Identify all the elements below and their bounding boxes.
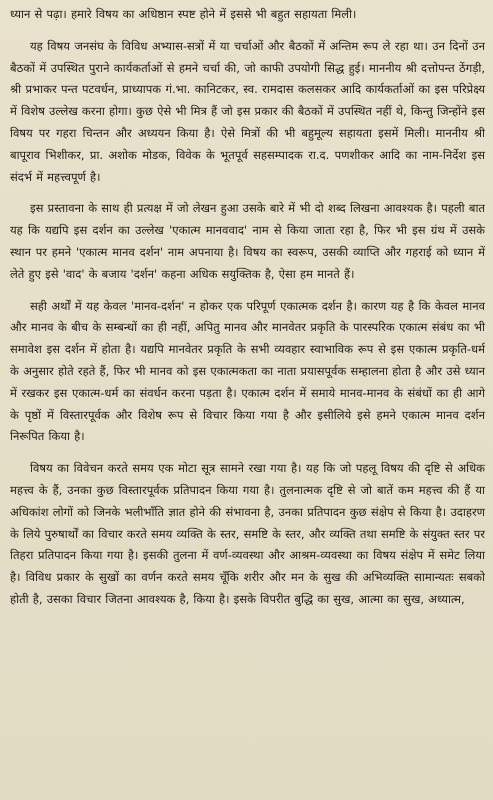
- paragraph-method: विषय का विवेचन करते समय एक मोटा सूत्र सामने रखा गया है। यह कि जो पहलू विषय की दृष्टि से अधिक महत्त्व के हैं, उनका कुछ विस्तारपूर्वक प्रतिपादन किया गया है। तुलनात्मक दृष्टि से जो बातें कम महत्त्व की हैं या अधिकांश लोगों को जिनके भलीभाँति ज्ञात होने की संभावना है, उनका प्रतिपादन कुछ संक्षेप से किया है। उदाहरण के लिये पुरुषार्थों का विचार करते समय व्यक्ति के स्तर, समष्टि के स्तर, और व्यक्ति तथा समष्टि के संयुक्त स्तर पर तिहरा प्रतिपादन किया गया है। इसकी तुलना में वर्ण-व्यवस्था और आश्रम-व्यवस्था का विषय संक्षेप में समेट लिया है। विविध प्रकार के सुखों का वर्णन करते समय चूँकि शरीर और मन के सुख की अभिव्यक्ति सामान्यतः सबको होती है, उसका विचार जितना आवश्यक है, किया है। इसके विपरीत बुद्धि का सुख, आत्मा का सुख, अध्यात्म,: [10, 461, 485, 606]
- paragraph-title-choice: इस प्रस्तावना के साथ ही प्रत्यक्ष में जो लेखन हुआ उसके बारे में भी दो शब्द लिखना आवश्यक है। पहली बात यह कि यद्यपि इस दर्शन का उल्लेख 'एकात्म मानववाद' नाम से किया जाता रहा है, फिर भी इस ग्रंथ में उसके स्थान पर हमने 'एकात्म मानव दर्शन' नाम अपनाया है। विषय का स्वरूप, उसकी व्याप्ति और गहराई को ध्यान में लेते हुए इसे 'वाद' के बजाय 'दर्शन' कहना अधिक सयुक्तिक है, ऐसा हम मानते हैं।: [10, 201, 485, 281]
- paragraph-integral-philosophy: सही अर्थों में यह केवल 'मानव-दर्शन' न होकर एक परिपूर्ण एकात्मक दर्शन है। कारण यह है कि केवल मानव और मानव के बीच के सम्बन्धों का ही नहीं, अपितु मानव और मानवेतर प्रकृति के पारस्परिक एकात्म संबंध का भी समावेश इस दर्शन में होता है। यद्यपि मानवेतर प्रकृति के सभी व्यवहार स्वाभाविक रूप से इस एकात्म प्रकृति-धर्म के अनुसार होते रहते हैं, फिर भी मानव को इस एकात्मकता का नाता प्रयासपूर्वक सम्हालना होता है और उसे ध्यान में रखकर इस एकात्म-धर्म का संवर्धन करना पड़ता है। एकात्म दर्शन में समाये मानव-मानव के संबंधों का ही आगे के पृष्ठों में विस्तारपूर्वक और विशेष रूप से विचार किया गया है और इसीलिये इसे हमने एकात्म मानव दर्शन निरूपित किया है।: [10, 298, 485, 444]
- paragraph-continued: ध्यान से पढ़ा। हमारे विषय का अधिष्ठान स्पष्ट होने में इससे भी बहुत सहायता मिली।: [10, 7, 357, 21]
- paragraph-contributors: यह विषय जनसंघ के विविध अभ्यास-सत्रों में या चर्चाओं और बैठकों में अन्तिम रूप ले रहा था। उन दिनों उन बैठकों में उपस्थित पुराने कार्यकर्ताओं से हमने चर्चा की, जो काफी उपयोगी सिद्ध हुई। माननीय श्री दत्तोपन्त ठेंगड़ी, श्री प्रभाकर पन्त पटवर्धन, प्राध्यापक गं.भा. कानिटकर, स्व. रामदास कलसकर आदि कार्यकर्ताओं का इस परिप्रेक्ष्य में विशेष उल्लेख करना होगा। कुछ ऐसे भी मित्र हैं जो इस प्रकार की बैठकों में उपस्थित नहीं थे, किन्तु जिन्होंने इस विषय पर गहरा चिन्तन और अध्ययन किया है। ऐसे मित्रों की भी बहुमूल्य सहायता इसमें मिली। माननीय श्री बापूराव भिशीकर, प्रा. अशोक मोडक, विवेक के भूतपूर्व सहसम्पादक रा.द. पणशीकर आदि का नाम-निर्देश इस संदर्भ में महत्त्वपूर्ण है।: [10, 38, 485, 184]
